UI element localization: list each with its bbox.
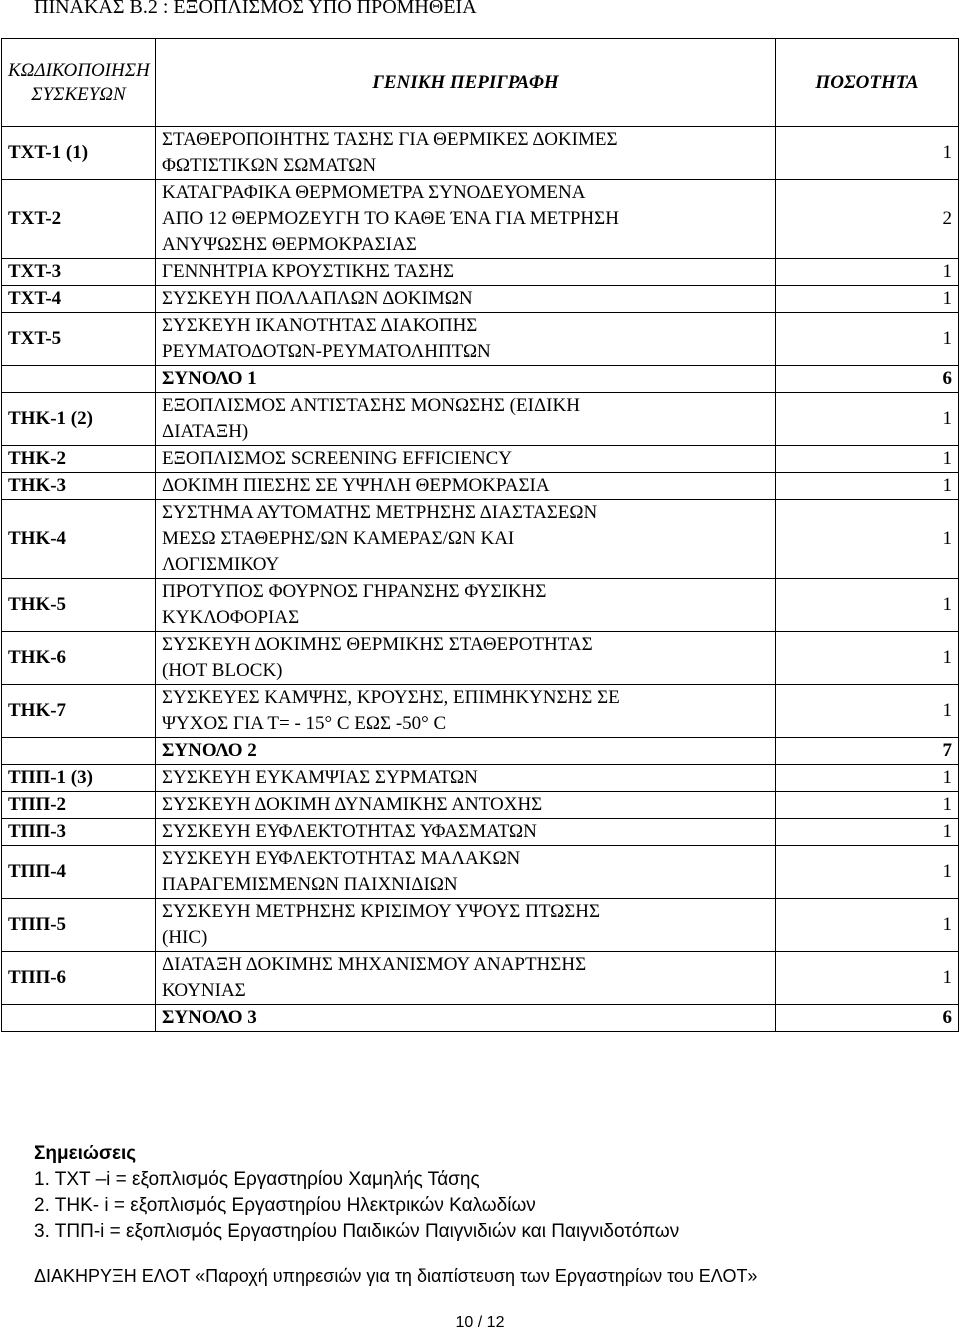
total-quantity: 6 xyxy=(776,1005,959,1032)
table-total-row xyxy=(2,366,959,393)
table-row xyxy=(2,685,959,738)
table-row xyxy=(2,127,959,180)
equipment-code: ΤΠΠ-3 xyxy=(2,819,156,846)
table-row xyxy=(2,286,959,313)
notes-heading: Σημειώσεις xyxy=(34,1143,137,1164)
equipment-quantity: 1 xyxy=(776,127,959,180)
equipment-quantity: 1 xyxy=(776,259,959,286)
table-total-row xyxy=(2,1005,959,1032)
equipment-quantity: 2 xyxy=(776,180,959,259)
table-row xyxy=(2,473,959,500)
equipment-code xyxy=(2,738,156,765)
table-row xyxy=(2,792,959,819)
table-row xyxy=(2,579,959,632)
equipment-description: ΣΥΣΚΕΥΗ ΕΥΦΛΕΚΤΟΤΗΤΑΣ ΜΑΛΑΚΩΝ ΠΑΡΑΓΕΜΙΣΜΕΝΩΝ ΠΑΙΧΝΙΔΙΩΝ xyxy=(156,846,776,899)
equipment-code: ΤΧΤ-1 (1) xyxy=(2,127,156,180)
note-item: 3. ΤΠΠ-i = εξοπλισμός Εργαστηρίου Παιδικών Παιγνιδιών και Παιγνιδοτόπων xyxy=(34,1221,680,1242)
table-row xyxy=(2,500,959,579)
total-quantity: 7 xyxy=(776,738,959,765)
equipment-table xyxy=(1,38,959,1032)
equipment-code: ΤΠΠ-6 xyxy=(2,952,156,1005)
equipment-description: ΚΑΤΑΓΡΑΦΙΚΑ ΘΕΡΜΟΜΕΤΡΑ ΣΥΝΟΔΕΥΟΜΕΝΑ ΑΠΟ 12 ΘΕΡΜΟΖΕΥΓΗ ΤΟ ΚΑΘΕ ΈΝΑ ΓΙΑ ΜΕΤΡΗΣΗ ΑΝΥΨΩΣΗΣ ΘΕΡΜΟΚΡΑΣΙΑΣ xyxy=(156,180,776,259)
equipment-description: ΣΥΣΚΕΥΗ ΠΟΛΛΑΠΛΩΝ ΔΟΚΙΜΩΝ xyxy=(156,286,776,313)
equipment-code: ΤΧΤ-2 xyxy=(2,180,156,259)
total-label: ΣΥΝΟΛΟ 2 xyxy=(156,738,776,765)
equipment-description: ΣΥΣΚΕΥΗ ΙΚΑΝΟΤΗΤΑΣ ΔΙΑΚΟΠΗΣ ΡΕΥΜΑΤΟΔΟΤΩΝ-ΡΕΥΜΑΤΟΛΗΠΤΩΝ xyxy=(156,313,776,366)
equipment-code: ΤΧΤ-3 xyxy=(2,259,156,286)
equipment-code: ΤΗΚ-2 xyxy=(2,446,156,473)
equipment-quantity: 1 xyxy=(776,579,959,632)
table-total-row xyxy=(2,738,959,765)
total-label: ΣΥΝΟΛΟ 1 xyxy=(156,366,776,393)
equipment-code: ΤΠΠ-2 xyxy=(2,792,156,819)
header-description: ΓΕΝΙΚΗ ΠΕΡΙΓΡΑΦΗ xyxy=(156,39,776,127)
equipment-description: ΣΥΣΚΕΥΗ ΜΕΤΡΗΣΗΣ ΚΡΙΣΙΜΟΥ ΥΨΟΥΣ ΠΤΩΣΗΣ (HIC) xyxy=(156,899,776,952)
equipment-description: ΔΟΚΙΜΗ ΠΙΕΣΗΣ ΣΕ ΥΨΗΛΗ ΘΕΡΜΟΚΡΑΣΙΑ xyxy=(156,473,776,500)
equipment-quantity: 1 xyxy=(776,632,959,685)
equipment-code: ΤΠΠ-4 xyxy=(2,846,156,899)
equipment-quantity: 1 xyxy=(776,500,959,579)
equipment-quantity: 1 xyxy=(776,899,959,952)
table-row xyxy=(2,393,959,446)
table-row xyxy=(2,180,959,259)
total-label: ΣΥΝΟΛΟ 3 xyxy=(156,1005,776,1032)
equipment-code: ΤΧΤ-5 xyxy=(2,313,156,366)
total-quantity: 6 xyxy=(776,366,959,393)
equipment-description: ΓΕΝΝΗΤΡΙΑ ΚΡΟΥΣΤΙΚΗΣ ΤΑΣΗΣ xyxy=(156,259,776,286)
equipment-description: ΣΥΣΚΕΥΗ ΔΟΚΙΜΗΣ ΘΕΡΜΙΚΗΣ ΣΤΑΘΕΡΟΤΗΤΑΣ (HOT BLOCK) xyxy=(156,632,776,685)
equipment-code: ΤΧΤ-4 xyxy=(2,286,156,313)
equipment-description: ΕΞΟΠΛΙΣΜΟΣ SCREENING EFFICIENCY xyxy=(156,446,776,473)
equipment-code xyxy=(2,1005,156,1032)
equipment-code: ΤΗΚ-6 xyxy=(2,632,156,685)
equipment-quantity: 1 xyxy=(776,952,959,1005)
table-row xyxy=(2,765,959,792)
equipment-code: ΤΗΚ-7 xyxy=(2,685,156,738)
table-row xyxy=(2,313,959,366)
equipment-code: ΤΗΚ-3 xyxy=(2,473,156,500)
equipment-quantity: 1 xyxy=(776,846,959,899)
document-footer: ΔΙΑΚΗΡΥΞΗ ΕΛΟΤ «Παροχή υπηρεσιών για τη διαπίστευση των Εργαστηρίων του ΕΛΟΤ» xyxy=(34,1266,758,1286)
header-quantity: ΠΟΣΟΤΗΤΑ xyxy=(776,39,959,127)
table-row xyxy=(2,899,959,952)
equipment-quantity: 1 xyxy=(776,446,959,473)
notes-section xyxy=(34,1141,679,1245)
equipment-code: ΤΠΠ-1 (3) xyxy=(2,765,156,792)
table-header-row xyxy=(2,39,959,127)
page-title: ΠΙΝΑΚΑΣ Β.2 : ΕΞΟΠΛΙΣΜΟΣ ΥΠΟ ΠΡΟΜΗΘΕΙΑ xyxy=(34,0,477,18)
equipment-code: ΤΗΚ-4 xyxy=(2,500,156,579)
table-row xyxy=(2,846,959,899)
equipment-code xyxy=(2,366,156,393)
table-row xyxy=(2,952,959,1005)
equipment-code: ΤΠΠ-5 xyxy=(2,899,156,952)
equipment-description: ΣΥΣΚΕΥΕΣ ΚΑΜΨΗΣ, ΚΡΟΥΣΗΣ, ΕΠΙΜΗΚΥΝΣΗΣ ΣΕ ΨΥΧΟΣ ΓΙΑ Τ= - 15° C ΕΩΣ -50° C xyxy=(156,685,776,738)
header-code: ΚΩΔΙΚΟΠΟΙΗΣΗ ΣΥΣΚΕΥΩΝ xyxy=(2,39,156,127)
equipment-code: ΤΗΚ-5 xyxy=(2,579,156,632)
table-row xyxy=(2,259,959,286)
note-item: 2. ΤΗΚ- i = εξοπλισμός Εργαστηρίου Ηλεκτρικών Καλωδίων xyxy=(34,1195,536,1216)
equipment-description: ΣΤΑΘΕΡΟΠΟΙΗΤΗΣ ΤΑΣΗΣ ΓΙΑ ΘΕΡΜΙΚΕΣ ΔΟΚΙΜΕΣ ΦΩΤΙΣΤΙΚΩΝ ΣΩΜΑΤΩΝ xyxy=(156,127,776,180)
table-row xyxy=(2,446,959,473)
equipment-description: ΠΡΟΤΥΠΟΣ ΦΟΥΡΝΟΣ ΓΗΡΑΝΣΗΣ ΦΥΣΙΚΗΣ ΚΥΚΛΟΦΟΡΙΑΣ xyxy=(156,579,776,632)
equipment-code: ΤΗΚ-1 (2) xyxy=(2,393,156,446)
table-row xyxy=(2,819,959,846)
equipment-quantity: 1 xyxy=(776,286,959,313)
equipment-quantity: 1 xyxy=(776,473,959,500)
equipment-description: ΣΥΣΚΕΥΗ ΕΥΦΛΕΚΤΟΤΗΤΑΣ ΥΦΑΣΜΑΤΩΝ xyxy=(156,819,776,846)
equipment-description: ΕΞΟΠΛΙΣΜΟΣ ΑΝΤΙΣΤΑΣΗΣ ΜΟΝΩΣΗΣ (ΕΙΔΙΚΗ ΔΙΑΤΑΞΗ) xyxy=(156,393,776,446)
equipment-quantity: 1 xyxy=(776,792,959,819)
equipment-quantity: 1 xyxy=(776,313,959,366)
page-number: 10 / 12 xyxy=(455,1314,505,1331)
equipment-description: ΔΙΑΤΑΞΗ ΔΟΚΙΜΗΣ ΜΗΧΑΝΙΣΜΟΥ ΑΝΑΡΤΗΣΗΣ ΚΟΥΝΙΑΣ xyxy=(156,952,776,1005)
equipment-description: ΣΥΣΤΗΜΑ ΑΥΤΟΜΑΤΗΣ ΜΕΤΡΗΣΗΣ ΔΙΑΣΤΑΣΕΩΝ ΜΕΣΩ ΣΤΑΘΕΡΗΣ/ΩΝ ΚΑΜΕΡΑΣ/ΩΝ ΚΑΙ ΛΟΓΙΣΜΙΚΟΥ xyxy=(156,500,776,579)
equipment-quantity: 1 xyxy=(776,765,959,792)
equipment-description: ΣΥΣΚΕΥΗ ΔΟΚΙΜΗ ΔΥΝΑΜΙΚΗΣ ΑΝΤΟΧΗΣ xyxy=(156,792,776,819)
equipment-quantity: 1 xyxy=(776,393,959,446)
equipment-quantity: 1 xyxy=(776,685,959,738)
note-item: 1. ΤΧΤ –i = εξοπλισμός Εργαστηρίου Χαμηλής Τάσης xyxy=(34,1169,480,1190)
equipment-quantity: 1 xyxy=(776,819,959,846)
equipment-description: ΣΥΣΚΕΥΗ ΕΥΚΑΜΨΙΑΣ ΣΥΡΜΑΤΩΝ xyxy=(156,765,776,792)
table-row xyxy=(2,632,959,685)
